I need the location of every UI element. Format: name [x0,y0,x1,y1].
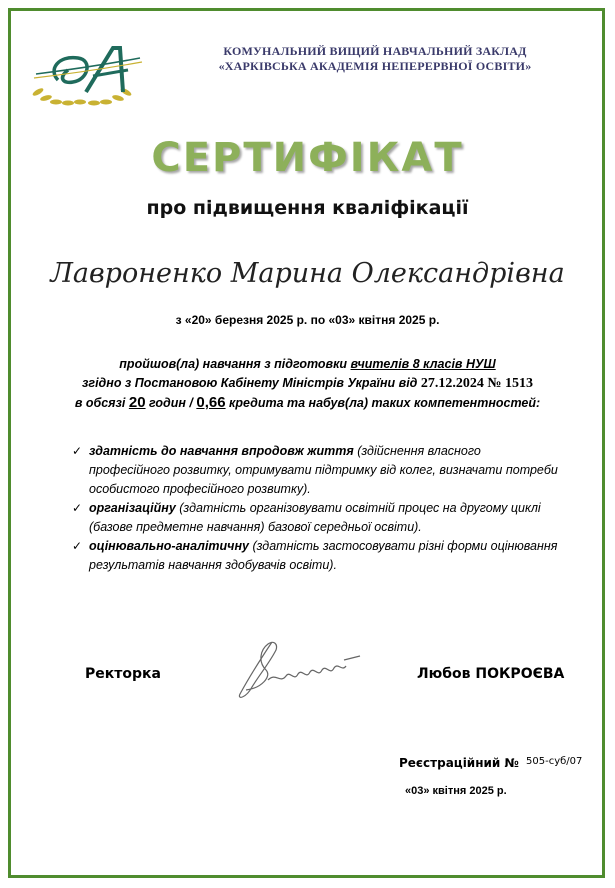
training-line-3 [0,393,615,413]
training-description [0,355,615,413]
training-line-2 [0,374,615,393]
recipient-name: Лавроненко Марина Олександрівна [50,258,565,289]
training-target: вчителів 8 класів НУШ [350,357,496,371]
certificate-title: СЕРТИФІКАТ [151,135,464,181]
competency-item [72,442,562,499]
competency-desc: (здійснення власного професійного розвитку, отримувати підтримку від колег, визначати потреби особистого професійного розвитку). [89,444,558,496]
competency-title: здатність до навчання впродовж життя [89,444,354,458]
competencies-list [72,442,562,575]
training-hours: 20 [128,394,146,411]
competency-title: оцінювально-аналітичну [89,539,249,553]
institution-line-1: КОМУНАЛЬНИЙ ВИЩИЙ НАВЧАЛЬНИЙ ЗАКЛАД [223,44,527,58]
competency-desc: (здатність застосовувати різні форми оцінювання результатів навчання здобувачів освіти). [89,539,558,572]
registration-label: Реєстраційний № [399,756,519,770]
institution-name [190,44,560,74]
signatory-name: Любов ПОКРОЄВА [417,666,565,682]
training-line-3-pre: в обсязі [74,396,129,410]
training-line-1-text: пройшов(ла) навчання з підготовки [119,357,351,371]
signatory-role: Ректорка [85,666,161,682]
certificate-subtitle: про підвищення кваліфікації [146,197,469,219]
checkmark-icon: ✓ [72,539,83,553]
institution-line-2: «ХАРКІВСЬКА АКАДЕМІЯ НЕПЕРЕРВНОЇ ОСВІТИ» [218,59,532,73]
resolution-date: 27.12.2024 № 1513 [420,376,533,391]
academy-logo [28,40,146,106]
competency-title: організаційну [89,501,176,515]
checkmark-icon: ✓ [72,501,83,515]
training-line-2-text: згідно з Постановою Кабінету Міністрів України від [82,376,421,390]
competency-item [72,499,562,537]
checkmark-icon: ✓ [72,444,83,458]
training-credits: 0,66 [196,394,226,411]
training-line-3-post: кредита та набув(ла) таких компетентностей: [225,396,541,410]
competency-item [72,537,562,575]
training-line-1 [0,355,615,374]
handwritten-signature [232,632,372,704]
training-dates: з «20» березня 2025 р. по «03» квітня 2025 р. [175,313,440,327]
training-line-3-mid: годин / [145,396,197,410]
registration-date: «03» квітня 2025 р. [405,785,507,797]
registration-number: 505-суб/07 [526,756,583,767]
competency-desc: (здатність організовувати освітній процес на другому циклі (базове предметне навчання) базової середньої освіти). [89,501,541,534]
